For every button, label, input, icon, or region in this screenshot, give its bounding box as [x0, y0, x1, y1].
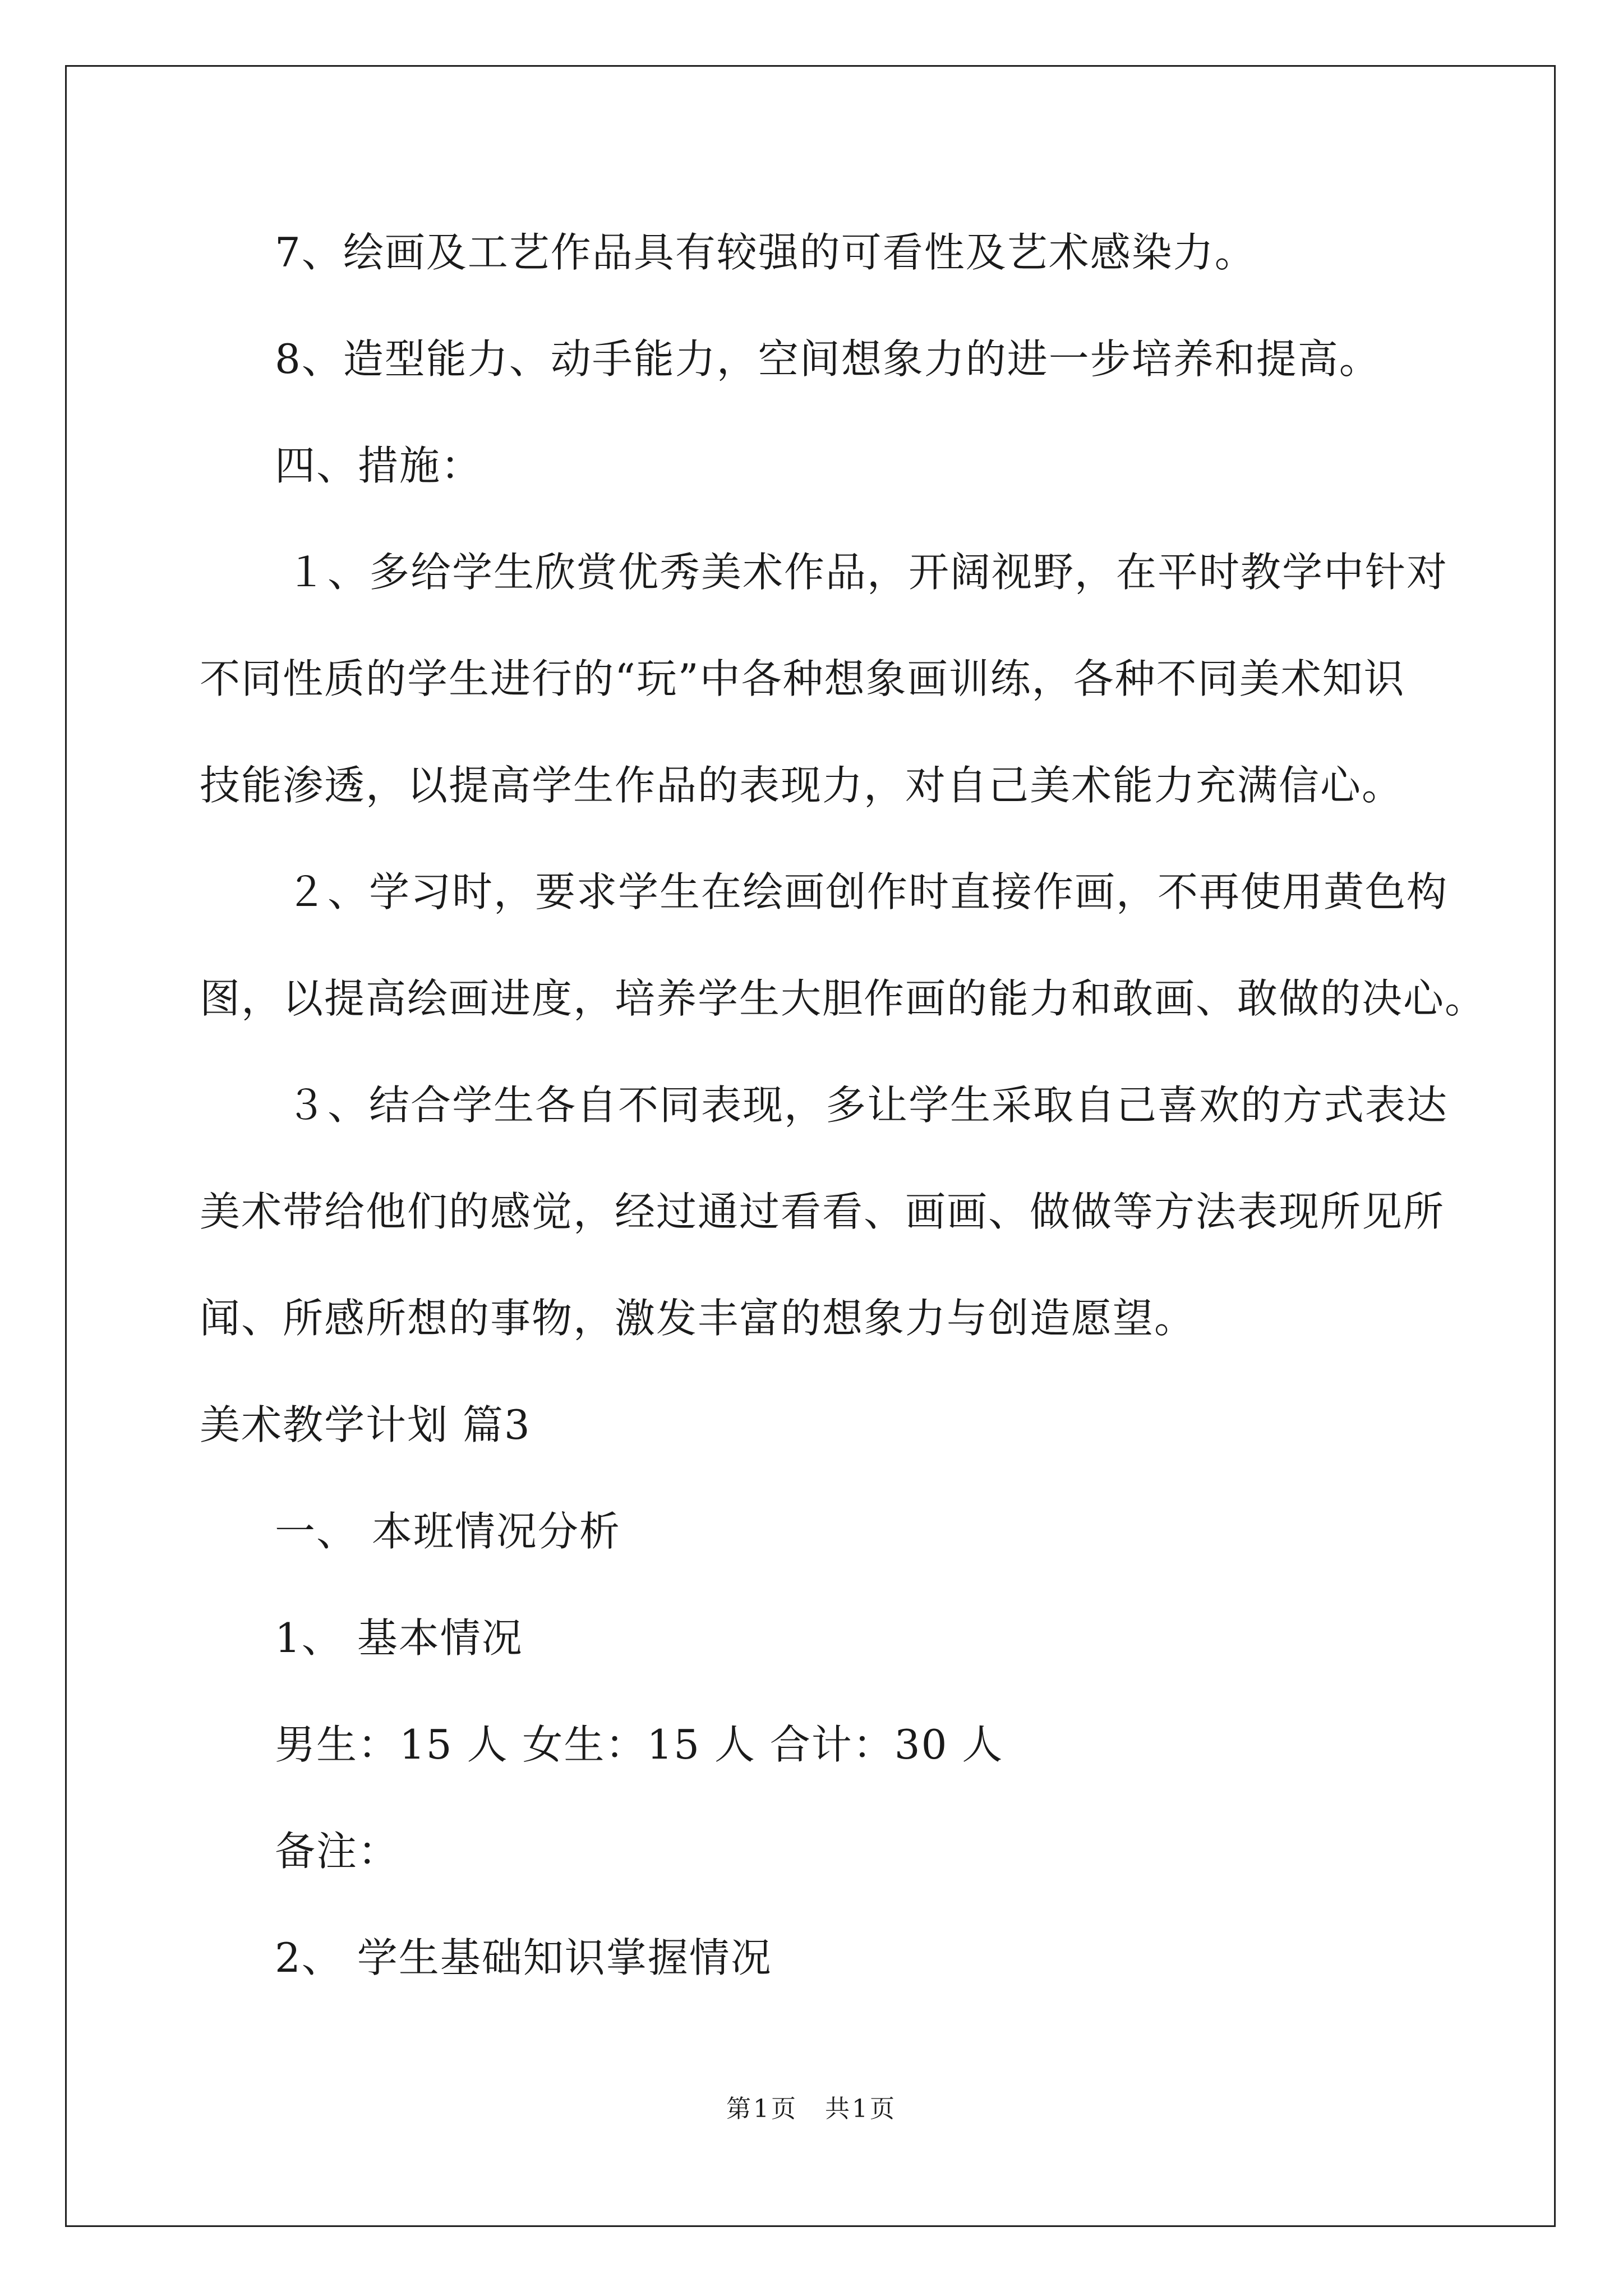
paragraph-line: ３、结合学生各自不同表现，多让学生采取自己喜欢的方式表达	[286, 1082, 1449, 1129]
paragraph-line: 不同性质的学生进行的“玩”中各种想象画训练，各种不同美术知识	[200, 655, 1405, 702]
paragraph-line: ２、学习时，要求学生在绘画创作时直接作画，不再使用黄色构	[286, 868, 1449, 915]
paragraph-line: 技能渗透，以提高学生作品的表现力，对自己美术能力充满信心。	[200, 762, 1404, 809]
paragraph-line: 闻、所感所想的事物，激发丰富的想象力与创造愿望。	[200, 1295, 1196, 1342]
page-number-footer: 第1页 共1页	[726, 2095, 897, 2123]
paragraph-line: １、多给学生欣赏优秀美术作品，开阔视野，在平时教学中针对	[286, 549, 1449, 596]
document-title: 美术教学计划 篇3	[200, 1401, 531, 1448]
section-heading: 一、 本班情况分析	[275, 1508, 621, 1555]
student-count-line: 男生：15 人 女生：15 人 合计：30 人	[275, 1721, 1004, 1768]
page-frame	[65, 65, 1556, 2227]
paragraph-line: 8、造型能力、动手能力，空间想象力的进一步培养和提高。	[275, 335, 1381, 383]
paragraph-line: 美术带给他们的感觉，经过通过看看、画画、做做等方法表现所见所	[200, 1188, 1445, 1235]
subsection-heading: 2、 学生基础知识掌握情况	[275, 1934, 772, 1981]
subsection-heading: 1、 基本情况	[275, 1614, 523, 1662]
paragraph-line: 图，以提高绘画进度，培养学生大胆作画的能力和敢画、敢做的决心。	[200, 975, 1487, 1022]
note-label: 备注：	[275, 1828, 400, 1875]
section-heading: 四、措施：	[275, 442, 483, 489]
paragraph-line: 7、绘画及工艺作品具有较强的可看性及艺术感染力。	[275, 229, 1256, 276]
